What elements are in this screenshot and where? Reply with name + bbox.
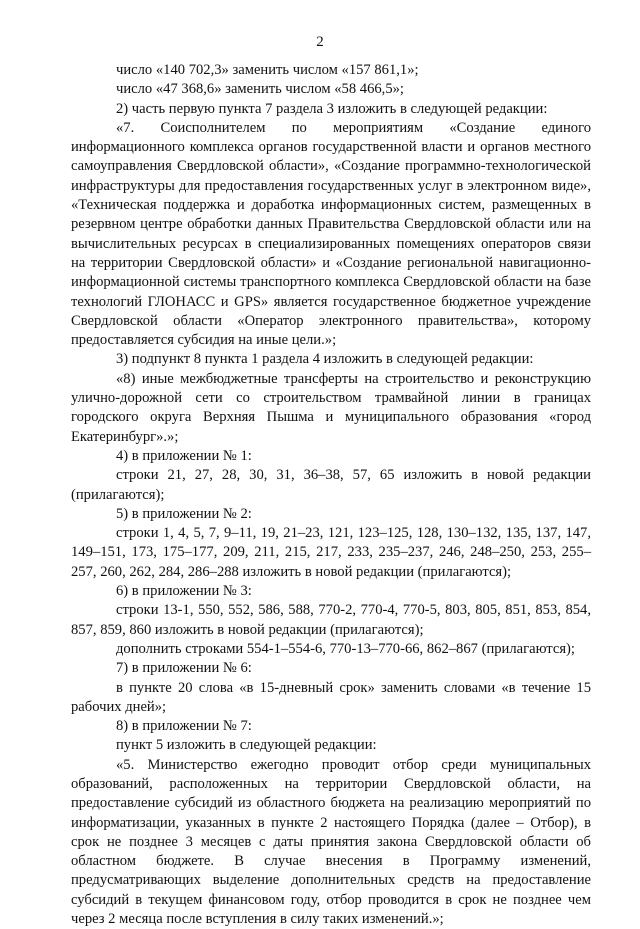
paragraph-17: пункт 5 изложить в следующей редакции:	[116, 737, 377, 754]
paragraph-16: 8) в приложении № 7:	[116, 718, 252, 735]
page-number: 2	[316, 34, 324, 50]
paragraph-15: в пункте 20 слова «в 15-дневный срок» заменить словами «в течение 15 рабочих дней»;	[71, 679, 591, 715]
paragraph-1: число «140 702,3» заменить числом «157 861,1»;	[116, 62, 419, 78]
paragraph-2: число «47 368,6» заменить числом «58 466,5»;	[116, 81, 404, 98]
paragraph-5: 3) подпункт 8 пункта 1 раздела 4 изложить в следующей редакции:	[116, 351, 534, 368]
paragraph-11: 6) в приложении № 3:	[116, 583, 252, 600]
paragraph-18: «5. Министерство ежегодно проводит отбор среди муниципальных образований, расположенных на территории Свердловской области, на предоставление субсидий из областного бюджета на реализацию мероприятий по информатизации, указанных в пункте 2 настоящего Порядка (далее – Отбор), в срок не позднее 3 месяцев с даты принятия закона Свердловской области об областном бюджете. В случае внесения в Программу изменений, предусматривающих выделение дополнительных средств на предоставление субсидий в текущем финансовом году, отбор проводится в срок не позднее чем через 2 месяца после вступления в силу таких изменений.»;	[71, 756, 591, 928]
paragraph-6: «8) иные межбюджетные трансферты на строительство и реконструкцию улично-дорожной сети со строительством трамвайной линии в границах городского округа Верхняя Пышма и муниципального образования «город Екатеринбург».»;	[71, 370, 591, 445]
paragraph-8: строки 21, 27, 28, 30, 31, 36–38, 57, 65 изложить в новой редакции (прилагаются);	[71, 467, 591, 503]
paragraph-9: 5) в приложении № 2:	[116, 505, 252, 522]
paragraph-13: дополнить строками 554-1–554-6, 770-13–770-66, 862–867 (прилагаются);	[116, 640, 575, 657]
paragraph-14: 7) в приложении № 6:	[116, 660, 252, 677]
paragraph-4: «7. Соисполнителем по мероприятиям «Создание единого информационного комплекса органов государственной власти и органов местного самоуправления Свердловской области», «Создание программно-технологической инфраструктуры для предоставления государственных услуг в электронном виде», «Техническая поддержка и доработка информационных систем, размещенных в резервном центре обработки данных Правительства Свердловской области или на вычислительных ресурсах в специализированных помещениях операторов связи на территории Свердловской области» и «Создание региональной навигационно-информационной системы транспортного комплекса Свердловской области на базе технологий ГЛОНАСС и GPS» является государственное бюджетное учреждение Свердловской области «Оператор электронного правительства», которому предоставляется субсидия на иные цели.»;	[71, 119, 591, 349]
document-body	[71, 61, 591, 929]
paragraph-12: строки 13-1, 550, 552, 586, 588, 770-2, 770-4, 770-5, 803, 805, 851, 853, 854, 857, 859, 860 изложить в новой редакции (прилагаются);	[71, 602, 591, 638]
paragraph-10: строки 1, 4, 5, 7, 9–11, 19, 21–23, 121, 123–125, 128, 130–132, 135, 137, 147, 149–151, 173, 175–177, 209, 211, 215, 217, 233, 235–237, 246, 248–250, 253, 255–257, 260, 262, 284, 286–288 изложить в новой редакции (прилагаются);	[71, 525, 591, 580]
paragraph-7: 4) в приложении № 1:	[116, 447, 252, 464]
paragraph-3: 2) часть первую пункта 7 раздела 3 изложить в следующей редакции:	[116, 100, 548, 117]
